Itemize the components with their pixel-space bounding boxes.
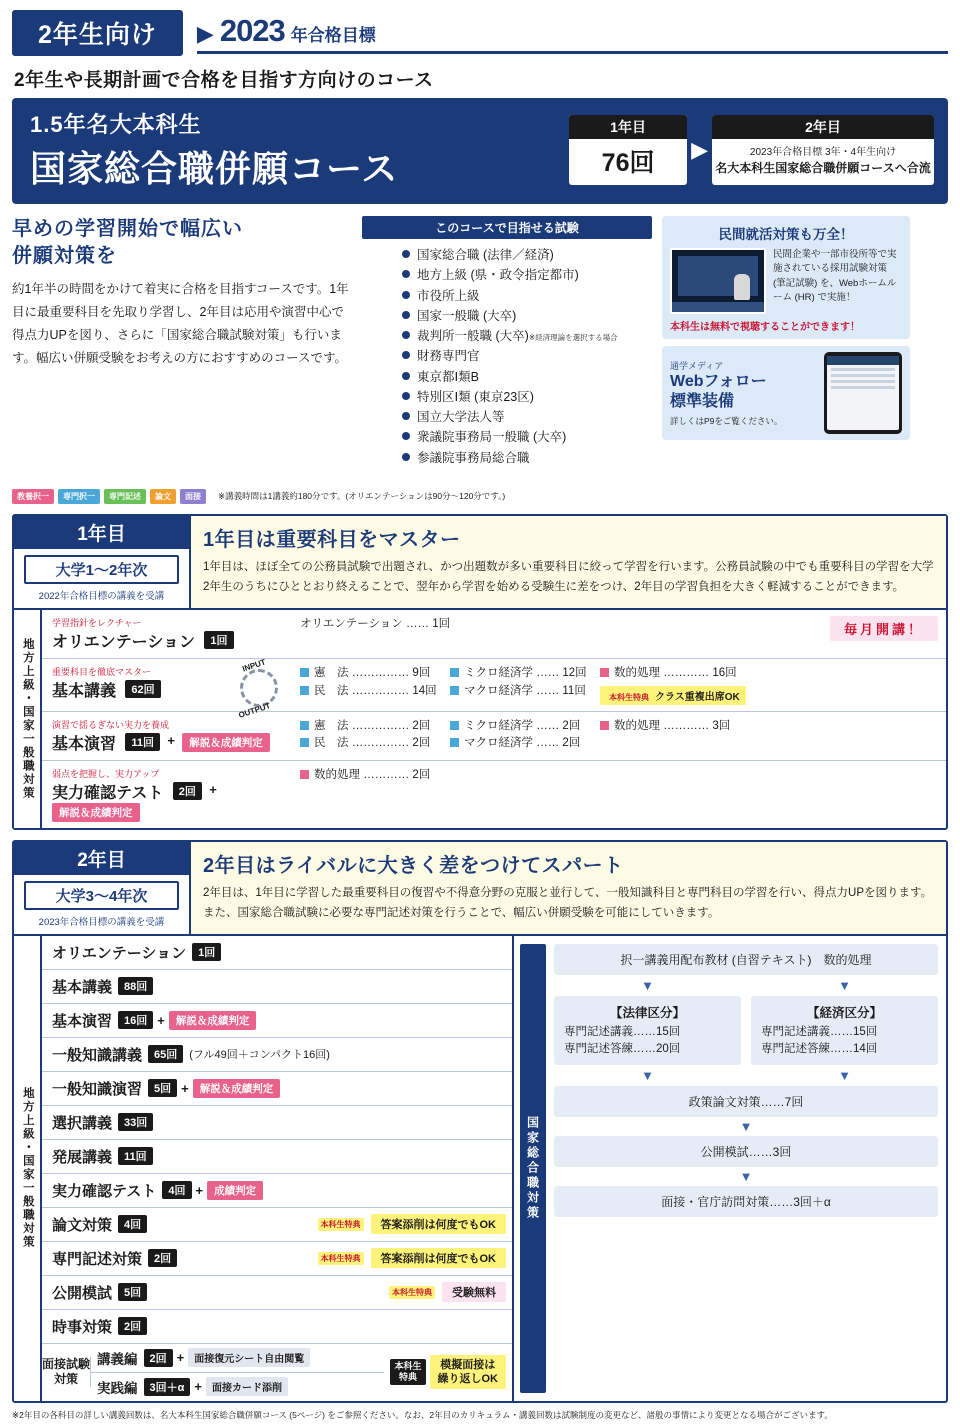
promo-web-media: 通学メディア — [670, 361, 724, 371]
subject-line — [600, 665, 746, 683]
year1-row3-count: 2回 — [173, 782, 202, 800]
year2-vertical-label — [14, 936, 42, 1401]
output-label: OUTPUT — [237, 700, 272, 720]
year1-row2-col3 — [600, 718, 730, 736]
subject-line — [450, 718, 600, 736]
interview-benefit-label — [390, 1359, 425, 1385]
year1-row3-caption: 弱点を把握し、実力アップ — [52, 768, 160, 779]
subject-text: 憲 法 …………… 2回 — [314, 719, 431, 732]
year2-text: 2年目は、1年目に学習した最重要科目の復習や不得意分野の克服と並行して、一般知識科目と専門科目の学習を行い、得点力UPを図ります。また、国家総合職試験に必要な専門記述対策を行うことで、幅広い併願受験を可能にしていきます。 — [203, 886, 933, 919]
promo-private-heading: 民間就活対策も万全！ — [718, 227, 854, 242]
table-row — [42, 610, 946, 659]
interview-benefit-text-line1: 模擬面接は — [440, 1358, 496, 1371]
year2-label: 2年目 — [712, 115, 934, 139]
year1-text: 1年目は、ほぼ全ての公務員試験で出題され、かつ出題数が多い重要科目に絞って学習を行います。公務員試験の中でも重要科目の学習を大学2年生のうちにひととおり終えることで、翌年から学習を始める受験生に差をつけ、2年目の学習負担を大きく軽減することができます。 — [203, 560, 934, 593]
plus-icon: + — [167, 733, 175, 749]
year1-rows — [42, 610, 946, 828]
course-tail — [389, 1282, 506, 1302]
table-row — [42, 1208, 512, 1242]
monthly-open-badge: 毎月開講！ — [830, 616, 938, 641]
subject-line — [300, 683, 450, 701]
tablet-icon — [824, 352, 902, 434]
year1-row0-caption: 学習指針をレクチャー — [52, 617, 142, 628]
course-title-text — [30, 108, 569, 192]
course-tail-text: 答案添削は何度でもOK — [371, 1214, 507, 1234]
list-item: 国立大学法人等 — [402, 407, 652, 427]
arrow-down-icon: ▼ — [838, 1068, 851, 1084]
course-years — [569, 115, 934, 185]
flow-arrow-row — [554, 1065, 938, 1086]
list-item: 地方上級 (県・政令指定都市) — [402, 265, 652, 285]
intro-body: 約1年半の時間をかけて着実に合格を目指すコースです。1年目に最重要科目を先取り学習し、2年目は応用や演習中心で得点力UPを図り、さらに「国家総合職試験対策」も行います。幅広い併願受験をお考えの方におすすめのコースです。 — [12, 282, 349, 366]
course-tail-text: 受験無料 — [442, 1282, 506, 1302]
course-name: 専門記述対策 — [52, 1250, 143, 1268]
course-chip: 解説＆成績判定 — [169, 1011, 257, 1030]
subject-line — [300, 665, 450, 683]
year2-summary — [712, 115, 934, 185]
course-title-line1: 1.5年名大本科生 — [30, 112, 202, 137]
course-name: 選択講義 — [52, 1114, 113, 1132]
promo-web-title-line2: 標準装備 — [670, 393, 735, 410]
list-item: 参議院事務局総合職 — [402, 448, 652, 468]
lecturer-shape — [734, 274, 750, 300]
year1-row2-col2 — [450, 718, 600, 754]
plus-icon: + — [157, 1012, 165, 1028]
table-row — [42, 1072, 512, 1106]
course-name: 発展講義 — [52, 1148, 113, 1166]
course-note: (フル49回＋コンパクト16回) — [189, 1049, 330, 1062]
year1-body — [14, 608, 946, 828]
flow-branches — [554, 996, 938, 1066]
interview-row1-name: 実践編 — [97, 1380, 138, 1396]
plus-icon: + — [195, 1182, 204, 1198]
year1-row1-right — [292, 659, 946, 711]
course-count: 2回 — [148, 1249, 177, 1267]
table-row — [42, 1310, 512, 1344]
legend-chip-senmon-kijutsu: 専門記述 — [104, 489, 146, 504]
table-row — [42, 1242, 512, 1276]
year1-vertical-label — [14, 610, 42, 828]
flow-steps — [554, 944, 938, 1393]
interview-row0-count: 2回 — [144, 1349, 173, 1367]
goal-year-suffix: 年合格目標 — [290, 25, 376, 45]
year1-row2-caption: 演習で揺るぎない実力を養成 — [52, 719, 170, 730]
year1-row0-detail-line: オリエンテーション …… 1回 — [300, 617, 451, 630]
promo-private-body: 民間企業や一部市役所等で実施されている採用試験対策 (筆記試験) を、Webホームルーム (HR) で実施！ — [773, 249, 897, 303]
subject-line — [450, 665, 600, 683]
year1-row1-col2 — [450, 665, 600, 701]
class-overlap-badge — [600, 686, 746, 705]
subject-text: マクロ経済学 …… 2回 — [464, 737, 581, 750]
interview-benefit-line1: 本科生 — [394, 1361, 422, 1372]
list-item: 市役所上級 — [402, 286, 652, 306]
subject-marker-icon — [450, 668, 459, 677]
year1-vertical-label-text: 地方上級・国家一般職対策 — [21, 637, 34, 800]
flow-branch-law-title: 【法律区分】 — [609, 1005, 685, 1020]
year2-header-right — [191, 842, 946, 934]
subject-line — [450, 683, 600, 701]
interview-row0-name: 講義編 — [97, 1351, 138, 1367]
year1-row0-count: 1回 — [204, 631, 233, 649]
arrow-down-icon: ▼ — [739, 1169, 753, 1185]
tablet-line-shape — [831, 368, 895, 371]
benefit-label: 本科生特典 — [389, 1286, 435, 1299]
goal-year-block — [197, 13, 948, 54]
year2-note: 2023年合格目標の講義を受講 — [38, 916, 165, 928]
benefit-text: クラス重複出席OK — [655, 691, 740, 703]
interview-rows — [91, 1344, 384, 1401]
year1-title: 1年目は重要科目をマスター — [203, 528, 461, 551]
course-chip: 成績判定 — [207, 1181, 263, 1200]
interview-row1-count: 3回＋α — [144, 1378, 191, 1396]
year1-row0-name: オリエンテーション — [52, 633, 196, 651]
flow-top-box: 択一講義用配布教材 (自習テキスト) 数的処理 — [554, 944, 938, 975]
year1-row0-right — [292, 610, 946, 658]
year2-title: 2年目はライバルに大きく差をつけてスパート — [203, 854, 624, 877]
benefit-label: 本科生特典 — [318, 1252, 364, 1265]
table-row — [42, 657, 946, 720]
plus-icon: + — [181, 1080, 189, 1096]
year1-grade-range: 大学1〜2年次 — [24, 555, 179, 584]
course-tail-text: 答案添削は何度でもOK — [371, 1248, 507, 1268]
year1-row1-name: 基本講義 — [52, 682, 117, 700]
flow-arrow-row — [554, 975, 938, 996]
grade-badge: 2年生向け — [12, 10, 183, 56]
promo-private-row — [670, 248, 902, 314]
table-row — [42, 1174, 512, 1208]
course-count: 16回 — [118, 1011, 153, 1029]
year1-note: 2022年合格目標の講義を受講 — [38, 590, 165, 602]
interview-block — [42, 1344, 512, 1401]
table-row — [91, 1373, 384, 1401]
course-count: 33回 — [118, 1113, 153, 1131]
exam-note: ※経済理論を選択する場合 — [528, 333, 618, 342]
flow-branch-econ-title: 【経済区分】 — [806, 1005, 882, 1020]
promo-private-footer: 本科生は無料で視聴することができます！ — [670, 322, 860, 333]
subject-text: 数的処理 ………… 2回 — [314, 768, 431, 781]
year1-row2-count: 11回 — [125, 733, 160, 751]
arrow-down-icon: ▼ — [641, 1068, 654, 1084]
course-title-box — [12, 98, 948, 204]
tablet-topbar-shape — [827, 356, 899, 365]
year1-row2-col1 — [300, 718, 450, 754]
subject-marker-icon — [300, 668, 309, 677]
course-count: 11回 — [118, 1147, 153, 1165]
page-footnote: ※2年目の各科目の詳しい講義回数は、名大本科生国家総合職併願コース (5ページ) をご参照ください。なお、2年目のカリキュラム・講義回数は試験制度の変更など、諸般の事情により変更となる場合がございます。 — [12, 1409, 833, 1420]
intro-heading — [12, 216, 352, 270]
benefit-label: 本科生特典 — [606, 692, 652, 703]
year1-row3-chip: 解説＆成績判定 — [52, 803, 140, 822]
interview-benefit — [384, 1355, 512, 1390]
interview-row1-chip: 面接カード添削 — [206, 1377, 288, 1396]
flow-vertical-label — [520, 944, 546, 1393]
year1-row0-detail — [300, 616, 830, 634]
interview-benefit-line2: 特典 — [398, 1372, 417, 1383]
year2-line2: 名大本科生国家総合職併願コースへ合流 — [715, 161, 931, 175]
flow-branch-law — [554, 996, 741, 1066]
subject-line — [300, 767, 450, 785]
course-count: 4回 — [162, 1181, 191, 1199]
arrow-down-icon: ▼ — [838, 977, 851, 993]
list-item: 国家総合職 (法律／経済) — [402, 245, 652, 265]
interview-row0-chip: 面接復元シート自由閲覧 — [188, 1348, 310, 1367]
course-count: 88回 — [118, 977, 153, 995]
exam-list-block — [362, 216, 652, 480]
subject-text: 民 法 …………… 14回 — [314, 684, 437, 697]
intro-text-block — [12, 216, 352, 480]
subject-text: ミクロ経済学 …… 2回 — [464, 719, 581, 732]
cycle-circle-shape — [240, 669, 278, 707]
year1-row3-col1 — [300, 767, 450, 785]
table-row — [42, 712, 946, 761]
course-tail — [318, 1248, 507, 1268]
legend-chip-mensetsu: 面接 — [180, 489, 206, 504]
course-count: 5回 — [148, 1079, 177, 1097]
year1-row1-left — [42, 657, 292, 720]
subject-marker-icon — [450, 738, 459, 747]
legend-chip-kyoyo: 教養択一 — [12, 489, 54, 504]
list-item: 東京都Ⅰ類B — [402, 367, 652, 387]
promo-web-title-line1: Webフォロー — [670, 373, 767, 390]
legend-note: ※講義時間は1講義約180分です。(オリエンテーションは90分〜120分です。) — [218, 491, 506, 502]
list-item: 特別区Ⅰ類 (東京23区) — [402, 387, 652, 407]
flow-step-mock: 公開模試……3回 — [554, 1136, 938, 1167]
subject-marker-icon — [300, 738, 309, 747]
year1-row3-right — [292, 761, 946, 828]
flow-branch-econ-line1: 専門記述講義……15回 — [761, 1025, 878, 1038]
year1-row2-right — [292, 712, 946, 760]
subject-text: 数的処理 ………… 3回 — [614, 719, 731, 732]
year2-course-list — [42, 936, 514, 1401]
plus-icon: + — [176, 1350, 185, 1366]
national-track-flow — [514, 936, 946, 1401]
course-count: 2回 — [118, 1317, 147, 1335]
benefit-label: 本科生特典 — [318, 1218, 364, 1231]
year1-row0-left — [42, 610, 292, 658]
tablet-screen-shape — [827, 356, 899, 430]
list-item: 財務専門官 — [402, 346, 652, 366]
promo-web-title — [670, 372, 818, 412]
year1-row1-caption: 重要科目を徹底マスター — [52, 666, 152, 677]
year2-grade-range: 大学3〜4年次 — [24, 881, 179, 910]
subject-marker-icon — [600, 721, 609, 730]
table-row — [42, 1106, 512, 1140]
table-row — [42, 761, 946, 828]
promo-web-text — [670, 359, 818, 427]
subject-text: 憲 法 …………… 9回 — [314, 666, 431, 679]
arrow-down-icon: ▼ — [641, 977, 654, 993]
year2-line1: 2023年合格目標 3年・4年生向け — [749, 147, 897, 158]
year1-badge: 1年目 — [14, 516, 189, 549]
plus-icon: + — [194, 1379, 202, 1395]
table-row — [42, 1140, 512, 1174]
exam-list — [362, 245, 652, 468]
year1-row1-count: 62回 — [125, 680, 160, 698]
year1-label: 1年目 — [569, 115, 687, 139]
plus-icon: + — [209, 782, 217, 798]
year2-body — [14, 934, 946, 1401]
arrow-down-icon: ▼ — [739, 1119, 753, 1135]
subject-line — [300, 718, 450, 736]
intro-heading-line2: 併願対策を — [12, 245, 117, 267]
table-row — [42, 1004, 512, 1038]
year1-count: 76回 — [601, 149, 655, 177]
subject-text: ミクロ経済学 …… 12回 — [464, 666, 587, 679]
legend-chip-senmon-takuitsu: 専門択一 — [58, 489, 100, 504]
video-bar-shape — [672, 302, 764, 312]
year1-row2-name: 基本演習 — [52, 735, 117, 753]
interview-benefit-text — [430, 1355, 507, 1390]
year1-row2-left — [42, 712, 292, 760]
flow-vertical-label-text: 国家総合職対策 — [525, 1115, 540, 1221]
year1-row1-col1 — [300, 665, 450, 701]
year1-section — [12, 514, 948, 830]
tablet-line-shape — [831, 374, 895, 377]
legend-row — [12, 489, 948, 504]
subject-marker-icon — [450, 721, 459, 730]
course-chip: 解説＆成績判定 — [193, 1079, 281, 1098]
subject-marker-icon — [300, 770, 309, 779]
goal-year: 2023 — [219, 12, 285, 48]
list-item: 衆議院事務局一般職 (大卒) — [402, 427, 652, 447]
course-name: 一般知識講義 — [52, 1046, 143, 1064]
subject-text: マクロ経済学 …… 11回 — [464, 684, 586, 697]
year1-header — [14, 516, 946, 608]
year1-row3-name: 実力確認テスト — [52, 784, 164, 802]
year2-section — [12, 840, 948, 1403]
year2-badge: 2年目 — [14, 842, 189, 875]
subject-marker-icon — [450, 686, 459, 695]
year2-header-left — [14, 842, 191, 934]
table-row — [42, 970, 512, 1004]
flow-step-policy: 政策論文対策……7回 — [554, 1086, 938, 1117]
flow-branch-law-line1: 専門記述講義……15回 — [564, 1025, 681, 1038]
flow-step-interview: 面接・官庁訪問対策……3回＋α — [554, 1186, 938, 1217]
course-name: 公開模試 — [52, 1284, 113, 1302]
table-row — [42, 936, 512, 970]
promo-web-follow — [662, 346, 910, 440]
year1-summary — [569, 115, 687, 185]
course-name: 基本演習 — [52, 1012, 113, 1030]
year2-header — [14, 842, 946, 934]
arrow-right-icon: ▶ — [691, 137, 708, 162]
flag-icon: ▶ — [196, 20, 214, 46]
course-count: 4回 — [118, 1215, 147, 1233]
promo-private-sector — [662, 216, 910, 339]
page-header — [12, 0, 948, 56]
year1-header-left — [14, 516, 191, 608]
course-title-line2: 国家総合職併願コース — [30, 148, 399, 189]
year2-vertical-label-text: 地方上級・国家一般職対策 — [21, 1087, 34, 1250]
interview-benefit-text-line2: 繰り返しOK — [437, 1373, 498, 1386]
course-name: 一般知識演習 — [52, 1080, 143, 1098]
exam-list-header: このコースで目指せる試験 — [362, 216, 652, 239]
flow-branch-law-line2: 専門記述答練……20回 — [564, 1042, 681, 1055]
subject-line — [600, 718, 730, 736]
course-count: 5回 — [118, 1283, 147, 1301]
course-count: 65回 — [148, 1045, 183, 1063]
subject-marker-icon — [300, 721, 309, 730]
input-label: INPUT — [241, 657, 267, 674]
promo-web-note: 詳しくはP9をご覧ください。 — [670, 416, 783, 426]
page-subtitle: 2年生や長期計画で合格を目指す方向けのコース — [14, 70, 434, 91]
list-item-label: 裁判所一般職 (大卒) — [417, 329, 529, 343]
flow-branch-econ — [751, 996, 938, 1066]
course-name: 時事対策 — [52, 1318, 113, 1336]
table-row — [42, 1276, 512, 1310]
promo-block — [662, 216, 910, 480]
input-output-icon — [232, 657, 286, 720]
year1-row2-chip: 解説＆成績判定 — [182, 733, 270, 752]
list-item: 国家一般職 (大卒) — [402, 306, 652, 326]
subject-marker-icon — [300, 686, 309, 695]
intro-heading-line1: 早めの学習開始で幅広い — [12, 218, 243, 240]
subject-text: 民 法 …………… 2回 — [314, 737, 431, 750]
tablet-line-shape — [831, 380, 895, 383]
subject-marker-icon — [600, 668, 609, 677]
table-row — [91, 1344, 384, 1373]
subject-line — [300, 735, 450, 753]
interview-label: 面接試験対策 — [42, 1357, 91, 1387]
course-name: 実力確認テスト — [52, 1182, 157, 1200]
video-thumbnail-icon — [670, 248, 766, 314]
year1-row1-col3 — [600, 665, 746, 705]
list-item — [402, 326, 652, 346]
course-name: オリエンテーション — [52, 944, 187, 962]
subject-line — [450, 735, 600, 753]
year1-header-right — [191, 516, 946, 608]
course-count: 1回 — [192, 943, 221, 961]
year1-row3-left — [42, 761, 292, 828]
tablet-line-shape — [831, 386, 895, 389]
flow-branch-econ-line2: 専門記述答練……14回 — [761, 1042, 878, 1055]
table-row — [42, 1038, 512, 1072]
course-name: 論文対策 — [52, 1216, 113, 1234]
course-tail — [318, 1214, 507, 1234]
subject-text: 数的処理 ………… 16回 — [614, 666, 737, 679]
intro-section — [12, 216, 948, 480]
course-name: 基本講義 — [52, 978, 113, 996]
legend-chip-ronbun: 論文 — [150, 489, 176, 504]
